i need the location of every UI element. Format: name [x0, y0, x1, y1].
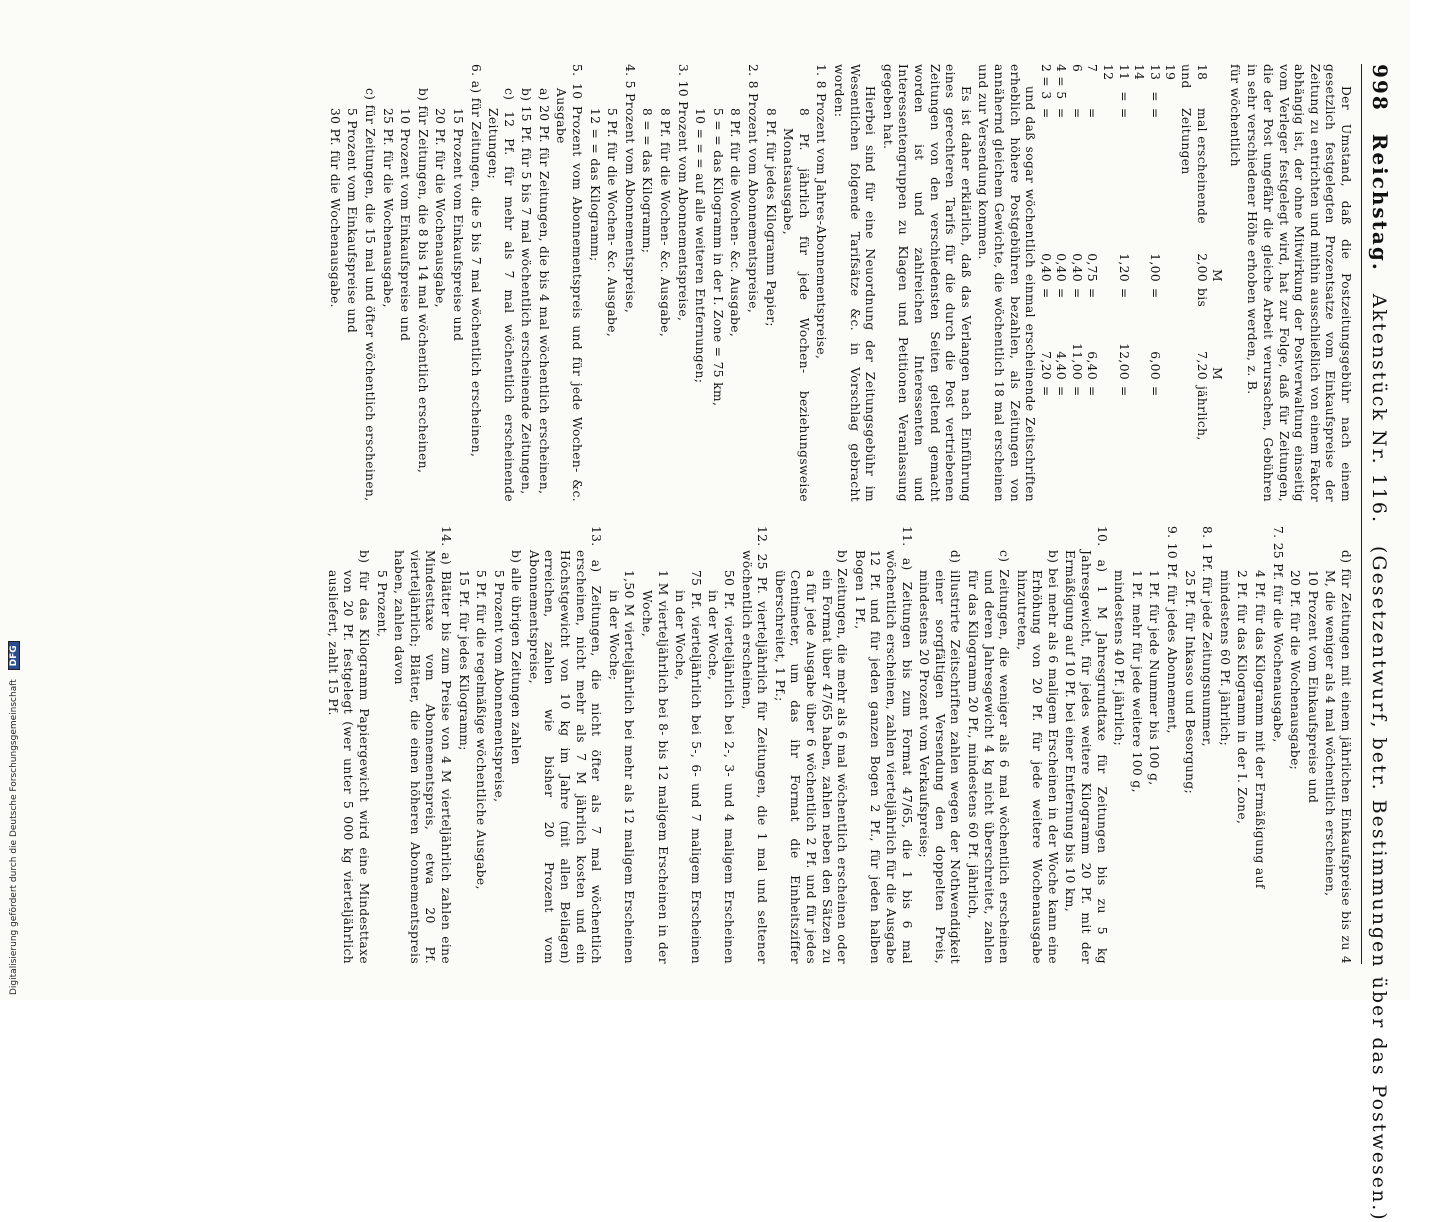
tariff-item: 8 Pf. für die Wochen- &c. Ausgabe, — [728, 108, 743, 338]
fee-cell-d: = — [1054, 108, 1069, 119]
tariff-item: 50 Pf. vierteljährlich bei 2-, 3- und 4 maligem Erscheinen in der Woche, — [706, 570, 737, 964]
fee-cell-f: 2 = 3 — [1038, 64, 1053, 100]
tariff-list-right — [324, 526, 1353, 964]
tariff-item: 15 Pf. für jedes Kilogramm; — [456, 570, 471, 751]
tariff-item: 5 = = das Kilogramm in der I. Zone = 75 km, — [710, 108, 725, 407]
tariff-item: c) für Zeitungen, die 15 mal und öfter wöchentlich erscheinen, — [362, 88, 377, 502]
subject-title: (Gesetzentwurf, betr. Bestimmungen über das Postwesen.) — [1368, 546, 1390, 1222]
tariff-item: 9. 10 Pf. für jedes Abonnement, — [1165, 526, 1180, 734]
fee-cell-s: = — [1147, 386, 1162, 397]
tariff-item: 5 Prozent vom Einkaufspreise und — [345, 108, 360, 334]
tariff-item: 3. 10 Prozent vom Abonnementspreise, — [675, 64, 690, 322]
tariff-item: 10. a) 1 M Jahresgrundtaxe für Zeitungen bis zu 5 kg Jahresgewicht, für jedes weitere Kilogramm 20 Pf. mit der Ermäßigung auf 10 Pf. bei einer Entfernung bis 10 km, — [1063, 526, 1109, 964]
fee-cell-b: 6,40 — [1085, 351, 1100, 380]
tariff-item: 12 = = das Kilogramm; — [587, 108, 602, 262]
fee-cell-to: = — [1147, 288, 1162, 299]
fee-cell-s: = — [1085, 386, 1100, 397]
fee-cell-b: 12,00 — [1116, 343, 1131, 380]
fee-cell-f: 18 und 19 — [1163, 64, 1209, 89]
attachment-title: Aktenstück Nr. 116. — [1368, 293, 1390, 524]
tariff-item: 8. 1 Pf. für jede Zeitungsnummer, — [1200, 526, 1215, 747]
tariff-item: 20 Pf. für die Wochenausgabe, — [433, 108, 448, 308]
tariff-item: 75 Pf. vierteljährlich bei 5-, 6- und 7 maligem Erscheinen in der Woche, — [673, 570, 703, 964]
fee-cell-s: = — [1054, 386, 1069, 397]
tariff-item: 25 Pf. für Inkasso und Besorgung; — [1182, 570, 1197, 795]
fee-cell-a: 1,00 — [1147, 253, 1162, 282]
digitization-credit — [8, 0, 28, 995]
tariff-item: 10 Prozent vom Einkaufspreise und — [1305, 570, 1320, 804]
fee-cell-d: = — [1038, 108, 1053, 119]
tariff-item: c) 12 Pf. für mehr als 7 mal wöchentlich erscheinende Zeitungen; — [486, 88, 516, 502]
fee-cell-a: 2,00 — [1194, 253, 1209, 282]
fee-cell-f: 7 — [1085, 64, 1100, 73]
tariff-item: 2. 8 Prozent vom Abonnementspreise, — [746, 64, 761, 314]
unit-a: M — [1210, 269, 1225, 282]
fee-row — [1131, 64, 1162, 502]
fee-cell-s: = — [1069, 386, 1084, 397]
fee-cell-f: 6 — [1069, 64, 1084, 73]
tariff-item: mindestens 60 Pf. jährlich; — [1217, 570, 1232, 747]
tariff-item: 1 M vierteljährlich bei 8- bis 12 maligem Erscheinen in der Woche, — [640, 570, 670, 964]
tariff-item: 30 Pf. für die Wochenausgabe. — [327, 108, 342, 308]
fee-row — [1084, 64, 1100, 502]
fee-cell-a: 0,40 — [1054, 253, 1069, 282]
fee-cell-a: 0,40 — [1069, 253, 1084, 282]
tariff-item: d) illustrirte Zeitschriften zahlen wegen der Nothwendigkeit einer sorgfältigen Versendung den doppelten Preis, mindestens 20 Prozent vom Verkaufspreise; — [917, 550, 963, 964]
fee-cell-d: = — [1147, 108, 1162, 119]
right-column — [322, 526, 1353, 964]
tariff-item: 25 Pf. für die Wochenausgabe, — [380, 108, 395, 308]
tariff-item: 8 Pf. jährlich für jede Wochen- beziehungsweise Monatsausgabe, — [781, 108, 811, 502]
tariff-item: 8 Pf. für die Wochen- &c. Ausgabe, — [658, 108, 673, 338]
tariff-item: 1 Pf. für jede Nummer bis 100 g, — [1147, 570, 1162, 786]
fee-row — [1053, 64, 1069, 502]
fee-cell-s: jährlich, — [1194, 386, 1209, 441]
fee-cell-f: 11 = 12 — [1101, 64, 1131, 102]
fee-row — [1068, 64, 1084, 502]
paragraph-2: und daß sogar wöchentlich einmal erscheinende Zeitschriften erheblich höhere Postgebühren bezahlen, als Zeitungen von annähernd gleichem Gewichte, die wöchentlich 18 mal erscheinen und zur Versendung kommen. — [976, 64, 1038, 502]
tariff-item: 14. a) Blätter bis zum Preise von 4 M vierteljährlich zahlen eine Mindesttaxe vom Abonnementspreis, etwa 20 Pf. vierteljährlich; Blätter, die einen höheren Abonnementspreis haben, zahlen davon — [392, 526, 453, 964]
unit-b: M — [1210, 367, 1225, 380]
fee-cell-to: = — [1069, 288, 1084, 299]
tariff-item: b) für das Kilogramm Papiergewicht wird eine Mindesttaxe von 20 Pf. festgelegt (wer unter 5 000 kg vierteljährlich ausliefert, zahlt 15 Pf. — [325, 550, 371, 964]
page-header — [1361, 64, 1392, 1222]
tariff-item: b) Zeitungen, die mehr als 6 mal wöchentlich erscheinen oder ein Format über 47/65 haben, zahlen neben den Sätzen zu a für jede Ausgabe über 6 wöchentlich 2 Pf. und für jedes Centimeter, um das ihr Format die Einheitsziffer überschreitet, 1 Pf.; — [772, 550, 850, 964]
tariff-item: 1. 8 Prozent vom Jahres-Abonnementspreise, — [814, 64, 829, 360]
fee-table — [1037, 64, 1209, 502]
tariff-item: b) für Zeitungen, die 8 bis 14 mal wöchentlich erscheinen, — [415, 88, 430, 474]
fee-cell-b: 7,20 — [1038, 351, 1053, 380]
tariff-item: 8 = = das Kilogramm; — [640, 108, 655, 254]
tariff-item: 1,50 M vierteljährlich bei mehr als 12 maligem Erscheinen in der Woche; — [606, 570, 637, 964]
weekly-label: für wöchentlich — [1227, 64, 1242, 167]
fee-cell-s: = — [1116, 386, 1131, 397]
tariff-item: 10 Prozent vom Einkaufspreise und — [398, 108, 413, 342]
fee-row — [1162, 64, 1209, 502]
fee-cell-b: 11,00 — [1069, 343, 1084, 380]
tariff-item: 10 = = = auf alle weiteren Entfernungen; — [693, 108, 708, 384]
tariff-item: 6. a) für Zeitungen, die 5 bis 7 mal wöchentlich erscheinen, — [468, 64, 483, 458]
fee-cell-f: 13 = 14 — [1132, 64, 1162, 102]
fee-cell-to: = — [1116, 288, 1131, 299]
tariff-item: 5 Pf. für die Wochen- &c. Ausgabe, — [605, 108, 620, 338]
tariff-item: 4 Pf. für das Kilogramm mit der Ermäßigung auf — [1253, 570, 1268, 889]
tariff-item: 5. 10 Prozent vom Abonnementspreis und für jede Wochen- &c. Ausgabe — [554, 64, 585, 502]
tariff-item: 7. 25 Pf. für die Wochenausgabe, — [1270, 526, 1285, 743]
tariff-item: d) für Zeitungen mit einem jährlichen Einkaufspreise bis zu 4 M, die weniger als 4 mal wöchentlich erscheinen, — [1323, 550, 1353, 964]
tariff-item: b) bei mehr als 6 maligem Erscheinen in der Woche kann eine Erhöhung von 20 Pf. für jede weitere Wochenausgabe hinzutreten, — [1014, 550, 1060, 964]
fee-cell-d: = — [1085, 108, 1100, 119]
tariff-item: 5 Prozent vom Abonnementspreise, — [491, 570, 506, 803]
tariff-item: 5 Prozent, — [374, 570, 389, 638]
tariff-item: 2 Pf. für das Kilogramm in der I. Zone, — [1235, 570, 1250, 825]
fee-cell-a: 0,40 — [1038, 253, 1053, 282]
fee-cell-d: mal erscheinende Zeitungen — [1179, 108, 1209, 224]
tariff-item: mindestens 40 Pf. jährlich; — [1112, 570, 1127, 747]
tariff-item: 13. a) Zeitungen, die nicht öfter als 7 mal wöchentlich erscheinen, nicht mehr als 7 M jährlich kosten und ein Höchstgewicht von 10 kg im Jahre (mit allen Beilagen) erreichen, zahlen wie bisher 20 Prozent vom Abonnementspreise, — [526, 526, 604, 964]
fee-cell-b: 4,40 — [1054, 351, 1069, 380]
text-columns — [322, 64, 1353, 964]
paragraph-3: Es ist daher erklärlich, daß das Verlangen nach Einführung eines gerechteren Tarifs für die durch die Post vertriebenen Zeitungen von den verschiedensten Seiten geltend gemacht worden ist und zahlreichen Interessenten und Interessentengruppen zu Klagen und Petitionen Veranlassung gegeben hat. — [880, 64, 973, 502]
fee-cell-f: 4 = 5 — [1054, 64, 1069, 100]
tariff-item: a) 20 Pf. für Zeitungen, die bis 4 mal wöchentlich erscheinen, — [536, 88, 551, 495]
fee-cell-to: bis — [1194, 288, 1209, 308]
tariff-item: 15 Prozent vom Einkaufspreise und — [450, 108, 465, 342]
fee-cell-a: 1,20 — [1116, 253, 1131, 282]
tariff-item: 8 Pf. für jedes Kilogramm Papier; — [763, 108, 778, 327]
tariff-item: 5 Pf. für die regelmäßige wöchentliche Ausgabe, — [474, 570, 489, 890]
tariff-item: 4. 5 Prozent vom Abonnementspreise, — [622, 64, 637, 314]
fee-row — [1100, 64, 1131, 502]
left-column — [322, 64, 1353, 502]
tariff-item: c) Zeitungen, die weniger als 6 mal wöchentlich erscheinen und deren Jahresgewicht 4 kg nicht überschreitet, zahlen für das Kilogramm 20 Pf., mindestens 60 Pf. jährlich, — [965, 550, 1012, 964]
dfg-logo: DFG — [8, 641, 20, 670]
page-number: 998 — [1368, 64, 1392, 112]
tariff-item: 1 Pf. mehr für jede weitere 100 g, — [1129, 570, 1144, 793]
section-title: Reichstag. — [1368, 133, 1392, 272]
fee-units-row — [1209, 64, 1225, 502]
tariff-item: 12. 25 Pf. vierteljährlich für Zeitungen, die 1 mal und seltener wöchentlich erscheinen, — [739, 526, 770, 964]
fee-cell-s: = — [1038, 386, 1053, 397]
tariff-item: 20 Pf. für die Wochenausgabe; — [1288, 570, 1303, 771]
fee-cell-b: 6,00 — [1147, 351, 1162, 380]
tariff-item: b) 15 Pf. für 5 bis 7 mal wöchentlich erscheinende Zeitungen, — [519, 88, 534, 495]
tariff-item: b) alle übrigen Zeitungen zahlen — [509, 550, 524, 765]
credit-text: Digitalisierung gefördert durch die Deutsche Forschungsgemeinschaft — [9, 679, 19, 995]
fee-cell-a: 0,75 — [1085, 253, 1100, 282]
fee-cell-b: 7,20 — [1194, 351, 1209, 380]
fee-cell-d: = — [1069, 108, 1084, 119]
fee-cell-to: = — [1085, 288, 1100, 299]
fee-cell-d: = — [1116, 108, 1131, 119]
paragraph-4: Hierbei sind für eine Neuordnung der Zeitungsgebühr im Wesentlichen folgende Tarifsätze &c. in Vorschlag gebracht worden: — [832, 64, 878, 502]
fee-cell-to: = — [1054, 288, 1069, 299]
intro-paragraph: Der Umstand, daß die Postzeitungsgebühr nach einem gesetzlich festgelegten Prozentsatze vom Einkaufspreise der Zeitung zu entrichten und mithin ausschließlich von einem Faktor abhängig ist, der ohne Mitwirkung der Postverwaltung einseitig vom Verleger festgelegt wird, hat zur Folge, daß für Zeitungen, die der Post ungefähr die gleiche Arbeit verursachen, Gebühren in sehr verschiedener Höhe erhoben werden, z. B. — [1245, 64, 1353, 502]
tariff-list-left — [326, 64, 828, 502]
fee-cell-to: = — [1038, 288, 1053, 299]
tariff-item: 11. a) Zeitungen bis zum Format 47/65, die 1 bis 6 mal wöchentlich erscheinen, zahlen vierteljährlich für die Ausgabe 12 Pf. und für jeden ganzen Bogen 2 Pf., für jeden halben Bogen 1 Pf., — [852, 526, 914, 964]
fee-row — [1037, 64, 1053, 502]
